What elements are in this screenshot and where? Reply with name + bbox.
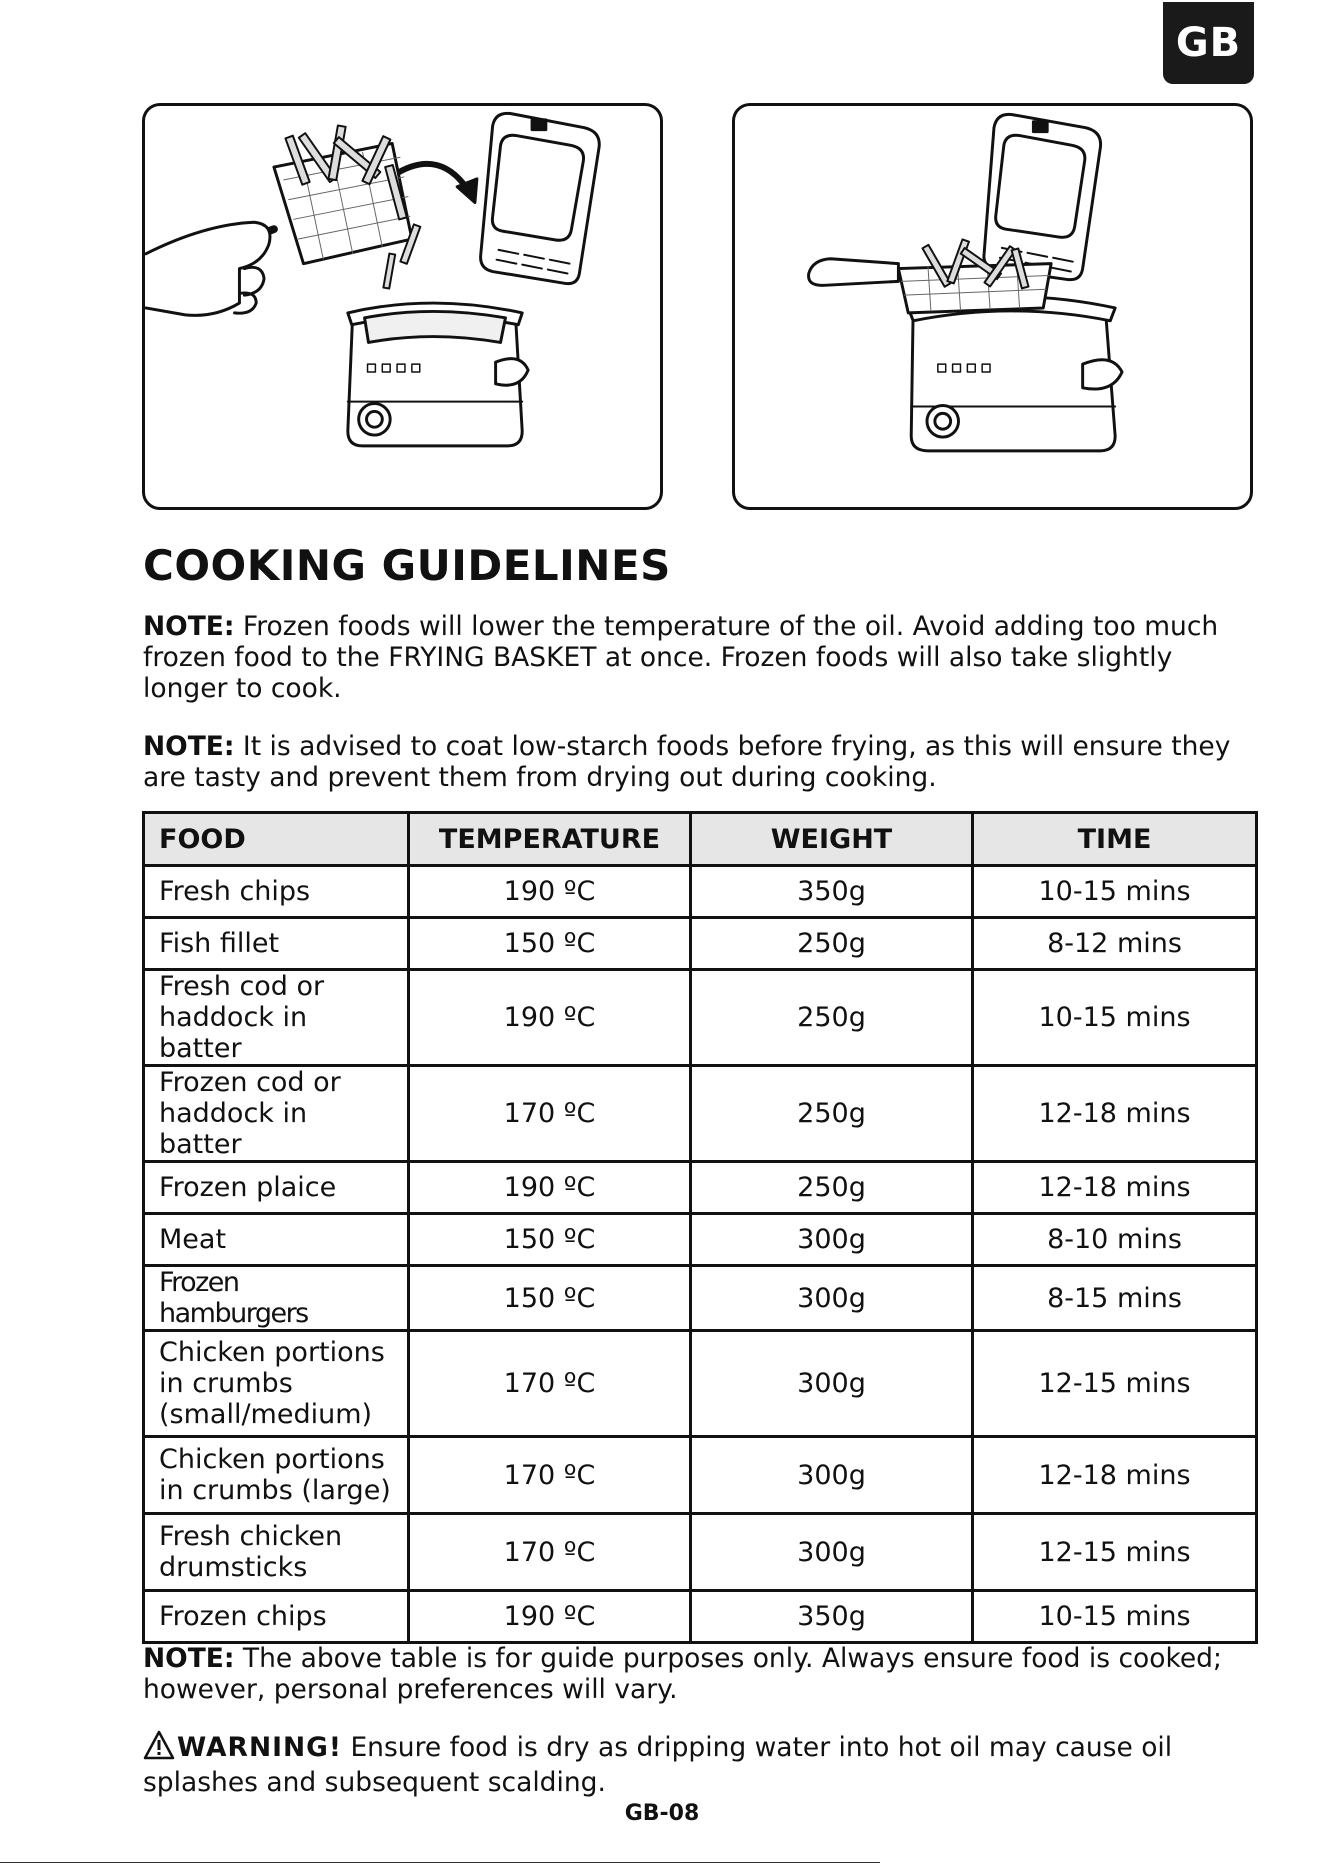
food-cell: Fresh chicken drumsticks: [144, 1514, 409, 1591]
weight-cell: 350g: [691, 866, 973, 918]
note-text: Frozen foods will lower the temperature of the oil. Avoid adding too much frozen food to the FRYING BASKET at once. Frozen foods will also take slightly longer to cook.: [143, 611, 1219, 704]
temperature-cell: 150 ºC: [409, 918, 691, 970]
temperature-cell: 170 ºC: [409, 1437, 691, 1514]
illustration-lowering-basket: [142, 103, 663, 510]
weight-cell: 250g: [691, 970, 973, 1066]
temperature-cell: 150 ºC: [409, 1266, 691, 1331]
table-row: [144, 1066, 1257, 1162]
time-cell: 10-15 mins: [973, 1591, 1257, 1643]
table-row: [144, 1266, 1257, 1331]
table-header-row: [144, 813, 1257, 866]
food-cell: Chicken portions in crumbs (large): [144, 1437, 409, 1514]
warning-dry-food: [143, 1730, 1255, 1798]
table-row: [144, 918, 1257, 970]
food-cell: Frozen chips: [144, 1591, 409, 1643]
header-weight: WEIGHT: [691, 813, 973, 866]
note-guide-purposes: [143, 1643, 1255, 1705]
time-cell: 12-15 mins: [973, 1514, 1257, 1591]
food-cell: Fresh cod or haddock in batter: [144, 970, 409, 1066]
table-row: [144, 1514, 1257, 1591]
table-row: [144, 1162, 1257, 1214]
time-cell: 12-15 mins: [973, 1331, 1257, 1437]
temperature-cell: 190 ºC: [409, 1591, 691, 1643]
food-cell: Frozen hamburgers: [144, 1266, 409, 1331]
time-cell: 12-18 mins: [973, 1437, 1257, 1514]
page-number: GB-08: [624, 1801, 700, 1826]
food-cell: Fish fillet: [144, 918, 409, 970]
note-coating: [143, 731, 1255, 793]
note-label: NOTE:: [143, 611, 235, 642]
time-cell: 12-18 mins: [973, 1066, 1257, 1162]
table-row: [144, 1437, 1257, 1514]
note-text: It is advised to coat low-starch foods before frying, as this will ensure they are tasty and prevent them from drying out during cooking.: [143, 731, 1231, 793]
warning-label: WARNING!: [177, 1732, 343, 1763]
weight-cell: 300g: [691, 1437, 973, 1514]
temperature-cell: 190 ºC: [409, 970, 691, 1066]
header-food: FOOD: [144, 813, 409, 866]
weight-cell: 250g: [691, 1162, 973, 1214]
weight-cell: 300g: [691, 1266, 973, 1331]
time-cell: 8-10 mins: [973, 1214, 1257, 1266]
time-cell: 8-15 mins: [973, 1266, 1257, 1331]
temperature-cell: 190 ºC: [409, 866, 691, 918]
weight-cell: 350g: [691, 1591, 973, 1643]
temperature-cell: 170 ºC: [409, 1066, 691, 1162]
food-cell: Frozen plaice: [144, 1162, 409, 1214]
note-label: NOTE:: [143, 1643, 235, 1674]
time-cell: 10-15 mins: [973, 970, 1257, 1066]
table-row: [144, 1214, 1257, 1266]
food-cell: Chicken portions in crumbs (small/medium): [144, 1331, 409, 1437]
food-cell: Meat: [144, 1214, 409, 1266]
header-time: TIME: [973, 813, 1257, 866]
weight-cell: 300g: [691, 1514, 973, 1591]
temperature-cell: 150 ºC: [409, 1214, 691, 1266]
weight-cell: 250g: [691, 1066, 973, 1162]
page-title: COOKING GUIDELINES: [143, 541, 671, 590]
food-cell: Fresh chips: [144, 866, 409, 918]
note-frozen-foods: [143, 611, 1255, 704]
weight-cell: 250g: [691, 918, 973, 970]
food-cell: Frozen cod or haddock in batter: [144, 1066, 409, 1162]
footer-divider: [0, 1862, 880, 1863]
warning-triangle-icon: [143, 1730, 175, 1767]
table-row: [144, 970, 1257, 1066]
weight-cell: 300g: [691, 1214, 973, 1266]
cooking-guidelines-table: [142, 811, 1258, 1644]
time-cell: 10-15 mins: [973, 866, 1257, 918]
time-cell: 8-12 mins: [973, 918, 1257, 970]
table-row: [144, 866, 1257, 918]
temperature-cell: 170 ºC: [409, 1331, 691, 1437]
note-label: NOTE:: [143, 731, 235, 762]
warning-text: Ensure food is dry as dripping water into hot oil may cause oil splashes and subsequent scalding.: [143, 1732, 1173, 1798]
temperature-cell: 170 ºC: [409, 1514, 691, 1591]
time-cell: 12-18 mins: [973, 1162, 1257, 1214]
weight-cell: 300g: [691, 1331, 973, 1437]
temperature-cell: 190 ºC: [409, 1162, 691, 1214]
illustration-basket-in-fryer: [732, 103, 1253, 510]
language-badge: GB: [1163, 2, 1254, 84]
header-temperature: TEMPERATURE: [409, 813, 691, 866]
table-row: [144, 1331, 1257, 1437]
note-text: The above table is for guide purposes only. Always ensure food is cooked; however, personal preferences will vary.: [143, 1643, 1222, 1705]
table-row: [144, 1591, 1257, 1643]
